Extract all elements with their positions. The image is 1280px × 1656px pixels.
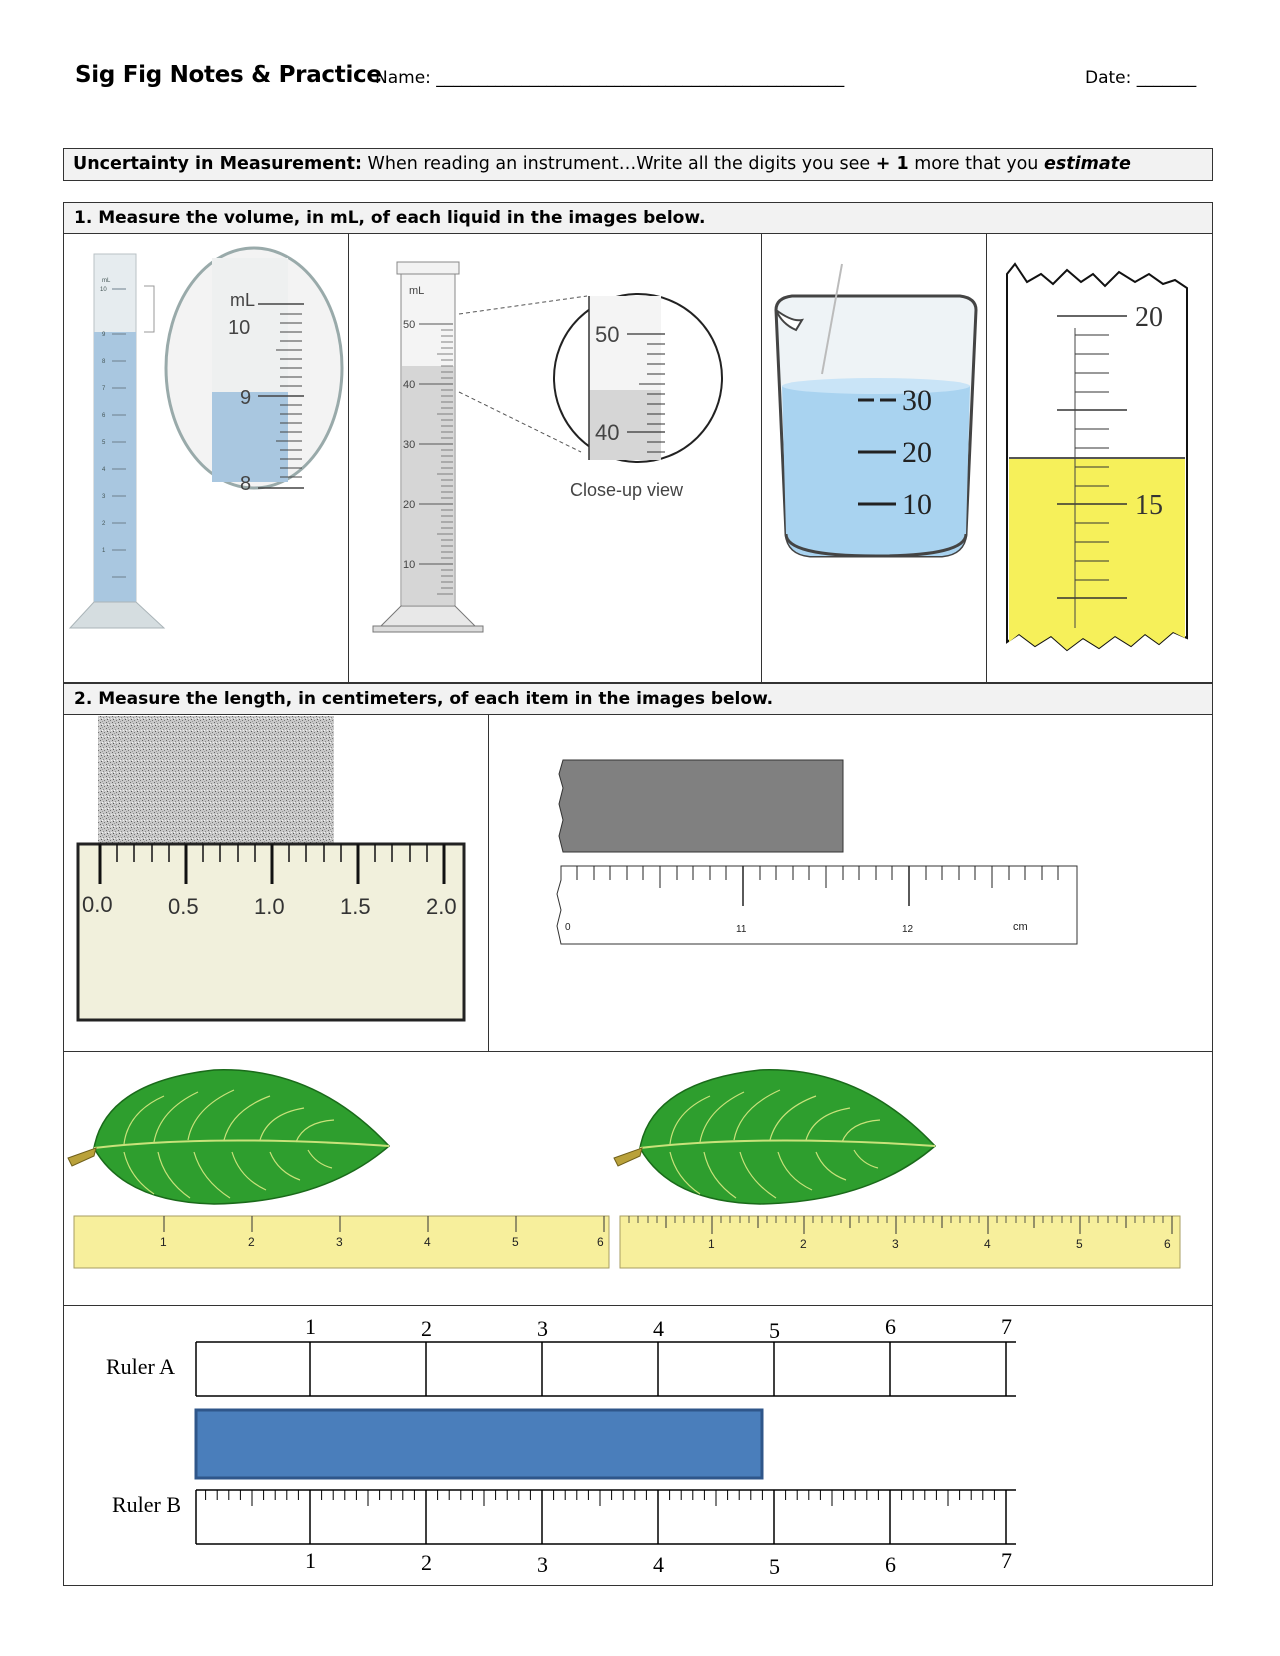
beaker-label: 30 <box>902 384 932 417</box>
leaf-1 <box>68 1070 389 1204</box>
cyl2-label: 30 <box>403 439 416 451</box>
cyl1-mini-label: 8 <box>102 359 106 365</box>
uncertainty-text-a: When reading an instrument…Write all the digits you see <box>361 154 876 174</box>
ruler-b-label: 7 <box>1001 1548 1012 1573</box>
section2-title-bar <box>63 683 1213 715</box>
leaf-ruler2-label: 6 <box>1164 1237 1171 1251</box>
cyl2-closeup-label: 40 <box>595 420 620 445</box>
leaf-ruler2-label: 4 <box>984 1237 991 1251</box>
cyl1-mini-label: 7 <box>102 386 106 392</box>
measured-bar <box>196 1410 762 1478</box>
cyl1-label: 10 <box>228 317 251 339</box>
cyl1-label: 9 <box>240 387 252 409</box>
uncertainty-text <box>73 154 1131 174</box>
ruler-a-label: 5 <box>769 1318 780 1343</box>
beaker-figure <box>762 234 986 682</box>
leaf-ruler1-label: 4 <box>424 1235 431 1249</box>
cyl2-closeup-label: 50 <box>595 322 620 347</box>
ruler-a-name: Ruler A <box>106 1354 176 1379</box>
ruler2-unit-label: cm <box>1013 921 1028 933</box>
cyl2-label: 50 <box>403 319 416 331</box>
ruler2-label: 0 <box>565 922 571 933</box>
date-field[interactable]: Date: _______ <box>1085 68 1197 88</box>
closeup-caption: Close-up view <box>570 480 684 500</box>
ruler-a-label: 6 <box>885 1314 896 1339</box>
ruler1-label: 0.5 <box>168 894 199 919</box>
ruler1-figure <box>64 716 488 1050</box>
uncertainty-estimate: estimate <box>1043 154 1131 174</box>
tube-label: 20 <box>1135 302 1163 333</box>
cyl2-label: 40 <box>403 379 416 391</box>
ruler-b-label: 1 <box>305 1548 316 1573</box>
ruler1-label: 1.0 <box>254 894 285 919</box>
cyl2-unit: mL <box>409 285 425 297</box>
leaf-ruler2-label: 3 <box>892 1237 899 1251</box>
ruler-a-label: 7 <box>1001 1314 1012 1339</box>
leaf-rulers-figure <box>64 1052 1212 1304</box>
cyl2-label: 20 <box>403 499 416 511</box>
uncertainty-bar <box>63 148 1213 181</box>
cyl1-mini-label: 5 <box>102 440 106 446</box>
leaf-ruler1-label: 1 <box>160 1235 167 1249</box>
ruler-a-label: 2 <box>421 1316 432 1341</box>
ruler2-figure <box>489 716 1212 1050</box>
beaker-label: 20 <box>902 436 932 469</box>
ruler1-label: 0.0 <box>82 892 113 917</box>
leaf-ruler1-label: 2 <box>248 1235 255 1249</box>
cyl1-label: 8 <box>240 473 252 495</box>
cyl1-mini-label: 3 <box>102 494 106 500</box>
section1-title-bar <box>63 202 1213 234</box>
cyl1-mini-label: 6 <box>102 413 106 419</box>
leaf-ruler2-label: 2 <box>800 1237 807 1251</box>
ruler2-label: 12 <box>902 924 914 935</box>
name-field[interactable]: Name: ________________________________________________ <box>375 68 845 88</box>
cyl1-mini-label: 2 <box>102 521 106 527</box>
uncertainty-plus-one: + 1 <box>875 154 909 174</box>
ruler-a-label: 1 <box>305 1314 316 1339</box>
ruler-b-label: 2 <box>421 1550 432 1575</box>
cyl1-mini-label: 10 <box>100 287 107 293</box>
cyl1-mini-label: 9 <box>102 332 106 338</box>
section2-title: 2. Measure the length, in centimeters, of each item in the images below. <box>74 689 774 709</box>
cyl2-label: 10 <box>403 559 416 571</box>
tube-label: 15 <box>1135 490 1163 521</box>
ruler1-label: 1.5 <box>340 894 371 919</box>
ruler2-label: 11 <box>736 924 747 935</box>
leaf-ruler1-label: 6 <box>597 1235 604 1249</box>
cylinder1-figure <box>64 234 348 682</box>
page-title: Sig Fig Notes & Practice <box>75 62 382 88</box>
ruler-b-label: 3 <box>537 1552 548 1577</box>
leaf-2 <box>614 1070 935 1204</box>
uncertainty-text-b: more that you <box>908 154 1044 174</box>
cyl1-mini-label: 4 <box>102 467 106 473</box>
leaf-ruler2-label: 1 <box>708 1237 715 1251</box>
leaf-ruler1-label: 3 <box>336 1235 343 1249</box>
ruler-a-label: 3 <box>537 1316 548 1341</box>
ruler-b-label: 5 <box>769 1554 780 1579</box>
ruler-b-name: Ruler B <box>112 1492 182 1517</box>
section1-title: 1. Measure the volume, in mL, of each liquid in the images below. <box>74 208 706 228</box>
ruler-b-label: 6 <box>885 1552 896 1577</box>
ruler1-label: 2.0 <box>426 894 457 919</box>
tube-figure <box>987 234 1212 682</box>
leaf-ruler2-label: 5 <box>1076 1237 1083 1251</box>
cyl1-mini-label: 1 <box>102 548 106 554</box>
uncertainty-heading: Uncertainty in Measurement: <box>73 154 362 174</box>
ruler-b-label: 4 <box>653 1552 664 1577</box>
leaf-ruler1-label: 5 <box>512 1235 519 1249</box>
beaker-label: 10 <box>902 488 932 521</box>
ruler-a-label: 4 <box>653 1316 664 1341</box>
ruler-ab-figure <box>64 1306 1212 1585</box>
cyl1-mini-label: mL <box>102 278 111 284</box>
cyl1-unit: mL <box>230 290 256 310</box>
cylinder2-figure <box>349 234 760 682</box>
